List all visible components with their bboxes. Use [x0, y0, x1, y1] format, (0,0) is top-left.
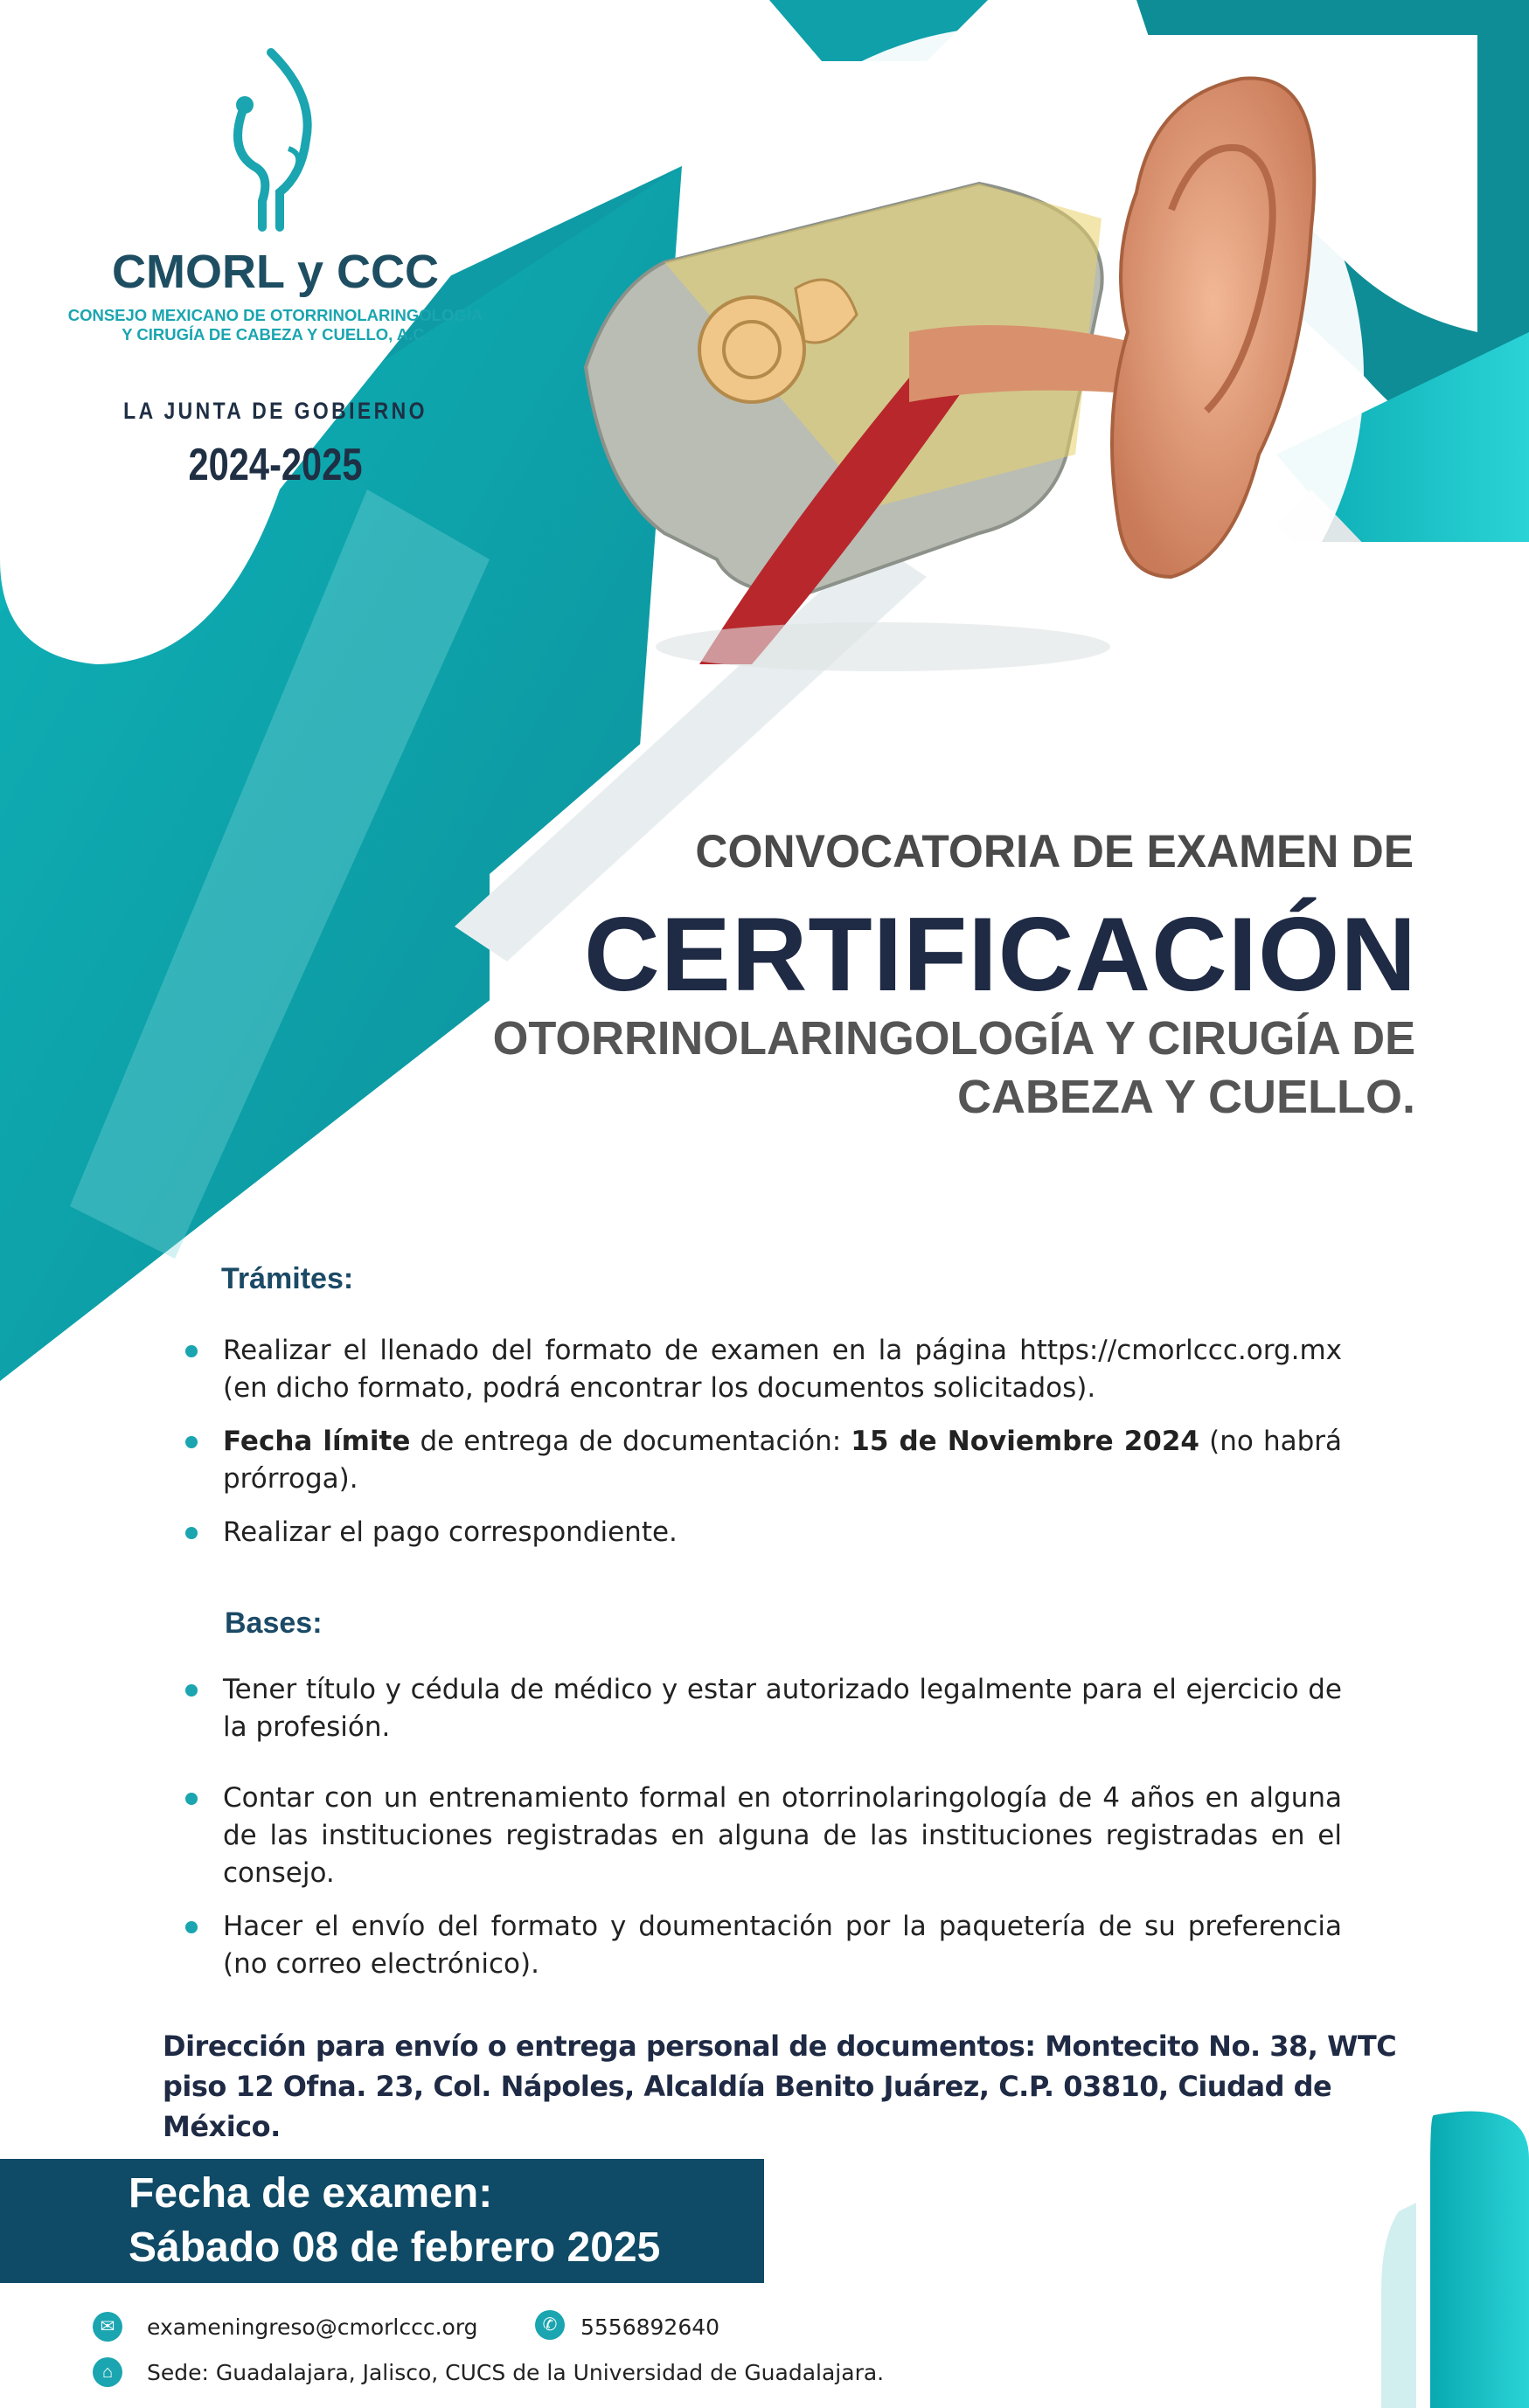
- list-item: Tener título y cédula de médico y estar autorizado legalmente para el ejercicio de la profesión.: [188, 1671, 1342, 1746]
- list-item: Realizar el llenado del formato de examen en la página https://cmorlccc.org.mx (en dicho formato, podrá encontrar los documentos solicitados).: [188, 1332, 1342, 1407]
- envelope-icon: ✉: [93, 2312, 122, 2342]
- list-item: Fecha límite de entrega de documentación: 15 de Noviembre 2024 (no habrá prórroga).: [188, 1423, 1342, 1498]
- exam-date-label: Fecha de examen:: [129, 2170, 493, 2217]
- contact-venue: Sede: Guadalajara, Jalisco, CUCS de la Universidad de Guadalajara.: [147, 2360, 885, 2385]
- junta-label: LA JUNTA DE GOBIERNO: [123, 398, 427, 424]
- phone-icon: ✆: [535, 2310, 565, 2340]
- bullet-icon: [185, 1793, 198, 1805]
- contact-phone[interactable]: 5556892640: [580, 2314, 720, 2340]
- title-convocatoria: CONVOCATORIA DE EXAMEN DE: [695, 826, 1414, 878]
- bullet-icon: [185, 1684, 198, 1697]
- bullet-icon: [185, 1527, 198, 1539]
- junta-years: 2024-2025: [188, 440, 363, 490]
- home-icon: ⌂: [93, 2357, 122, 2387]
- deadline-label: Fecha límite: [223, 1426, 411, 1457]
- bullet-icon: [185, 1921, 198, 1933]
- tramites-list: [188, 1332, 1342, 1567]
- organization-name-line1: CONSEJO MEXICANO DE OTORRINOLARINGOLOGÍA: [67, 306, 483, 324]
- bases-heading: Bases:: [225, 1606, 323, 1640]
- list-item: Contar con un entrenamiento formal en otorrinolaringología de 4 años en alguna de las instituciones registradas en alguna de las instituciones registradas en el consejo.: [188, 1780, 1342, 1892]
- bullet-icon: [185, 1436, 198, 1448]
- contact-email[interactable]: exameningreso@cmorlccc.org: [147, 2314, 478, 2340]
- bases-list: [188, 1671, 1342, 1999]
- tramites-heading: Trámites:: [221, 1262, 354, 1295]
- organization-acronym: CMORL y CCC: [111, 246, 440, 298]
- organization-name: [0, 306, 551, 344]
- list-item: Hacer el envío del formato y doumentación por la paquetería de su preferencia (no correo electrónico).: [188, 1908, 1342, 1983]
- title-specialty-line2: CABEZA Y CUELLO.: [956, 1071, 1415, 1123]
- deadline-date: 15 de Noviembre 2024: [851, 1426, 1199, 1457]
- bullet-icon: [185, 1345, 198, 1357]
- exam-date-value: Sábado 08 de febrero 2025: [129, 2224, 661, 2271]
- shipping-address: Dirección para envío o entrega personal de documentos: Montecito No. 38, WTC piso 12 Ofna. 23, Col. Nápoles, Alcaldía Benito Juárez, C.P. 03810, Ciudad de México.: [163, 2030, 1397, 2143]
- list-item: Realizar el pago correspondiente.: [188, 1514, 1342, 1551]
- title-certificacion: CERTIFICACIÓN: [584, 896, 1417, 1013]
- title-specialty-line1: OTORRINOLARINGOLOGÍA Y CIRUGÍA DE: [492, 1012, 1415, 1065]
- organization-name-line2: Y CIRUGÍA DE CABEZA Y CUELLO, A.C.: [122, 325, 429, 344]
- organization-logo-icon: [219, 44, 332, 236]
